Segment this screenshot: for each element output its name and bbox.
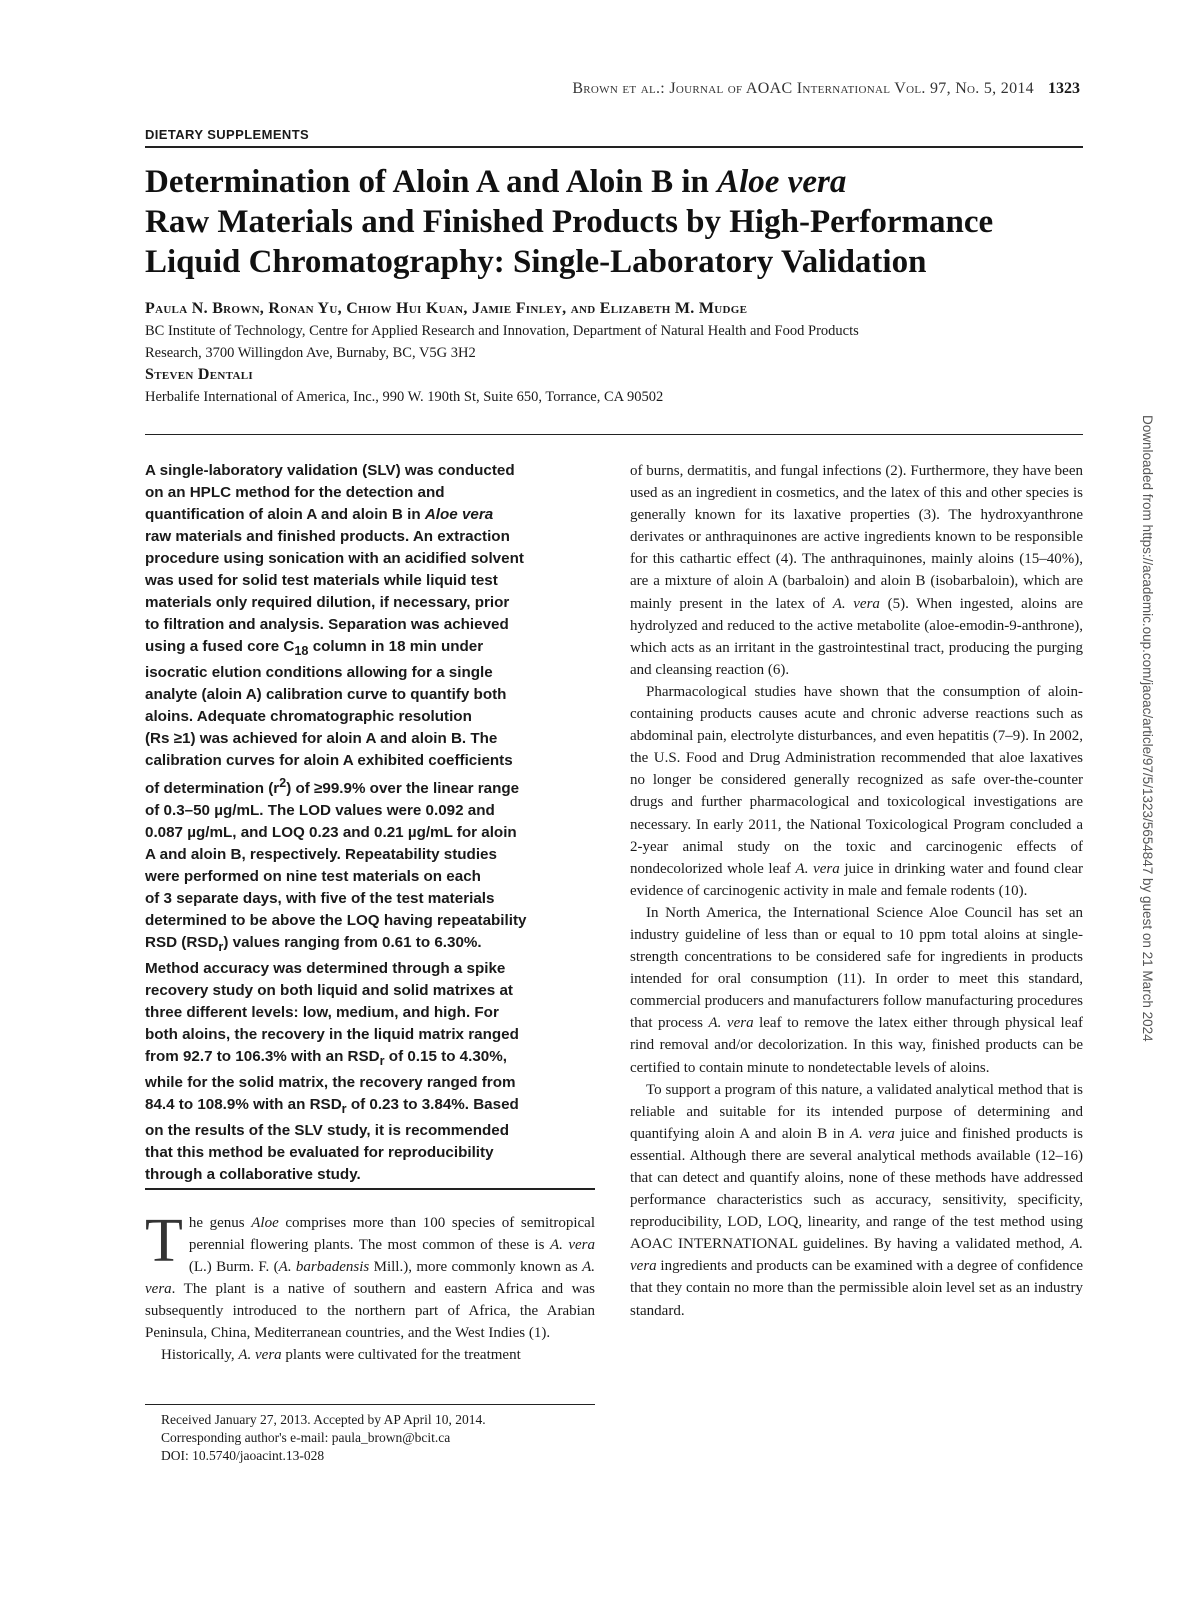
top-rule	[145, 146, 1083, 148]
running-head	[380, 80, 1080, 98]
title-line-3: Liquid Chromatography: Single-Laboratory Validation	[145, 244, 927, 280]
intro-paragraph-1: The genus Aloe comprises more than 100 species of semitropical perennial flowering plants. The most common of these is A. vera (L.) Burm. F. (A. barbadensis Mill.), more commonly known as A. vera. The plant is a native of southern and eastern Africa and was subsequently introduced to the northern part of Africa, the Arabian Peninsula, China, Mediterranean countries, and the West Indies (1).	[145, 1207, 595, 1341]
download-notice: Downloaded from https://academic.oup.com/jaoac/article/97/5/1323/5654847 by guest on 21 March 2024	[1140, 415, 1155, 1042]
intro-paragraph-2: Historically, A. vera plants were cultivated for the treatment	[161, 1347, 521, 1363]
affiliation-2: Herbalife International of America, Inc., 990 W. 190th St, Suite 650, Torrance, CA 90502	[145, 389, 664, 405]
body-paragraph-3: In North America, the International Science Aloe Council has set an industry guideline of less than or equal to 10 ppm total aloins at single-strength concentrations to be considered safe for ingredients in products intended for oral consumption (11). In order to meet this standard, commercial producers and manufacturers follow manufacturing procedures that process A. vera leaf to remove the latex either through physical leaf rind removal and/or decolorization. In this way, finished products can be certified to contain minute to nondetectable levels of aloins.	[630, 904, 1083, 1076]
received-date: Received January 27, 2013. Accepted by AP April 10, 2014.	[161, 1412, 486, 1427]
author-block	[145, 298, 1083, 408]
right-column	[630, 460, 1083, 1322]
abstract: A single-laboratory validation (SLV) was conducted on an HPLC method for the detection and quantification of aloin A and aloin B in Aloe vera raw materials and finished products. An extraction procedure using sonication with an acidified solvent was used for solid test materials while liquid test materials only required dilution, if necessary, prior to filtration and analysis. Separation was achieved using a fused core $C_{18}$ column in 18 min under isocratic elution conditions allowing for a single analyte (aloin A) calibration curve to quantify both aloins. Adequate chromatographic resolution (Rs ≥1) was achieved for aloin A and aloin B. The calibration curves for aloin A exhibited coefficients of determination $(r^2)$ of ≥99.9% over the linear range of 0.3–50 µg/mL. The LOD values were 0.092 and 0.087 µg/mL, and LOQ 0.23 and 0.21 µg/mL for aloin A and aloin B, respectively. Repeatability studies were performed on nine test materials on each of 3 separate days, with five of the test materials determined to be above the LOQ having repeatability RSD $(RSD_r)$ values ranging from 0.61 to 6.30%. Method accuracy was determined through a spike recovery study on both liquid and solid matrixes at three different levels: low, medium, and high. For both aloins, the recovery in the liquid matrix ranged from 92.7 to 106.3% with an $RSD_r$ of 0.15 to 4.30%, while for the solid matrix, the recovery ranged from 84.4 to 108.9% with an $RSD_r$ of 0.23 to 3.84%. Based on the results of the SLV study, it is recommended that this method be evaluated for reproducibility through a collaborative study.	[145, 462, 527, 1184]
body-paragraph-4: To support a program of this nature, a validated analytical method that is reliable and suitable for its intended purpose of determining and quantifying aloin A and aloin B in A. vera juice and finished products is essential. Although there are several analytical methods available (12–16) that can detect and quantify aloins, none of these methods have addressed performance characteristics such as accuracy, sensitivity, specificity, reproducibility, LOD, LOQ, linearity, and range of the test method using AOAC INTERNATIONAL guidelines. By having a validated method, A. vera ingredients and products can be examined with a degree of confidence that they contain no more than the permissible aloin level set as an industry standard.	[630, 1081, 1083, 1319]
body-paragraph-1: of burns, dermatitis, and fungal infections (2). Furthermore, they have been used as an ingredient in cosmetics, and the latex of this and other species is generally known for its laxative properties (3). The hydroxyanthrone derivates or anthraquinones are active ingredients known to be responsible for this cathartic effect (4). The anthraquinones, mainly aloins (15–40%), are a mixture of aloin A (barbaloin) and aloin B (isobarbaloin), which are mainly present in the latex of A. vera (5). When ingested, aloins are hydrolyzed and reduced to the active metabolite (aloe-emodin-9-anthrone), which acts as an irritant in the gastrointestinal tract, producing the purging and cleansing reaction (6).	[630, 463, 1083, 678]
page-number: 1323	[1048, 80, 1080, 97]
title-line-1: Determination of Aloin A and Aloin B in Aloe vera	[145, 164, 847, 200]
section-label: DIETARY SUPPLEMENTS	[145, 127, 310, 142]
body-paragraph-2: Pharmacological studies have shown that the consumption of aloin-containing products causes acute and chronic adverse reactions such as abdominal pain, electrolyte disturbances, and even hepatitis (7–9). In 2002, the U.S. Food and Drug Administration recommended that aloe laxatives no longer be considered generally recognized as safe over-the-counter drugs and further pharmacological and toxicological investigations are necessary. In early 2011, the National Toxicological Program concluded a 2-year animal study on the toxic and carcinogenic effects of nondecolorized whole leaf A. vera juice in drinking water and found clear evidence of carcinogenic activity in male and female rodents (10).	[630, 683, 1083, 899]
abstract-rule	[145, 1188, 595, 1190]
footnote	[145, 1404, 595, 1465]
author-names-1: Paula N. Brown, Ronan Yu, Chiow Hui Kuan, Jamie Finley, and Elizabeth M. Mudge	[145, 300, 748, 317]
author-names-2: Steven Dentali	[145, 366, 253, 383]
introduction	[145, 1207, 595, 1366]
affiliation-1-line-1: BC Institute of Technology, Centre for Applied Research and Innovation, Department of Natural Health and Food Products	[145, 323, 859, 339]
header-rule	[145, 434, 1083, 435]
doi: DOI: 10.5740/jaoacint.13-028	[161, 1448, 325, 1463]
corresponding-author: Corresponding author's e-mail: paula_brown@bcit.ca	[161, 1430, 451, 1445]
article-title	[145, 162, 1083, 282]
running-head-text: Brown et al.: Journal of AOAC International Vol. 97, No. 5, 2014	[572, 80, 1034, 97]
affiliation-1-line-2: Research, 3700 Willingdon Ave, Burnaby, BC, V5G 3H2	[145, 345, 476, 361]
drop-cap: T	[145, 1207, 183, 1275]
title-line-2: Raw Materials and Finished Products by High-Performance	[145, 204, 994, 240]
